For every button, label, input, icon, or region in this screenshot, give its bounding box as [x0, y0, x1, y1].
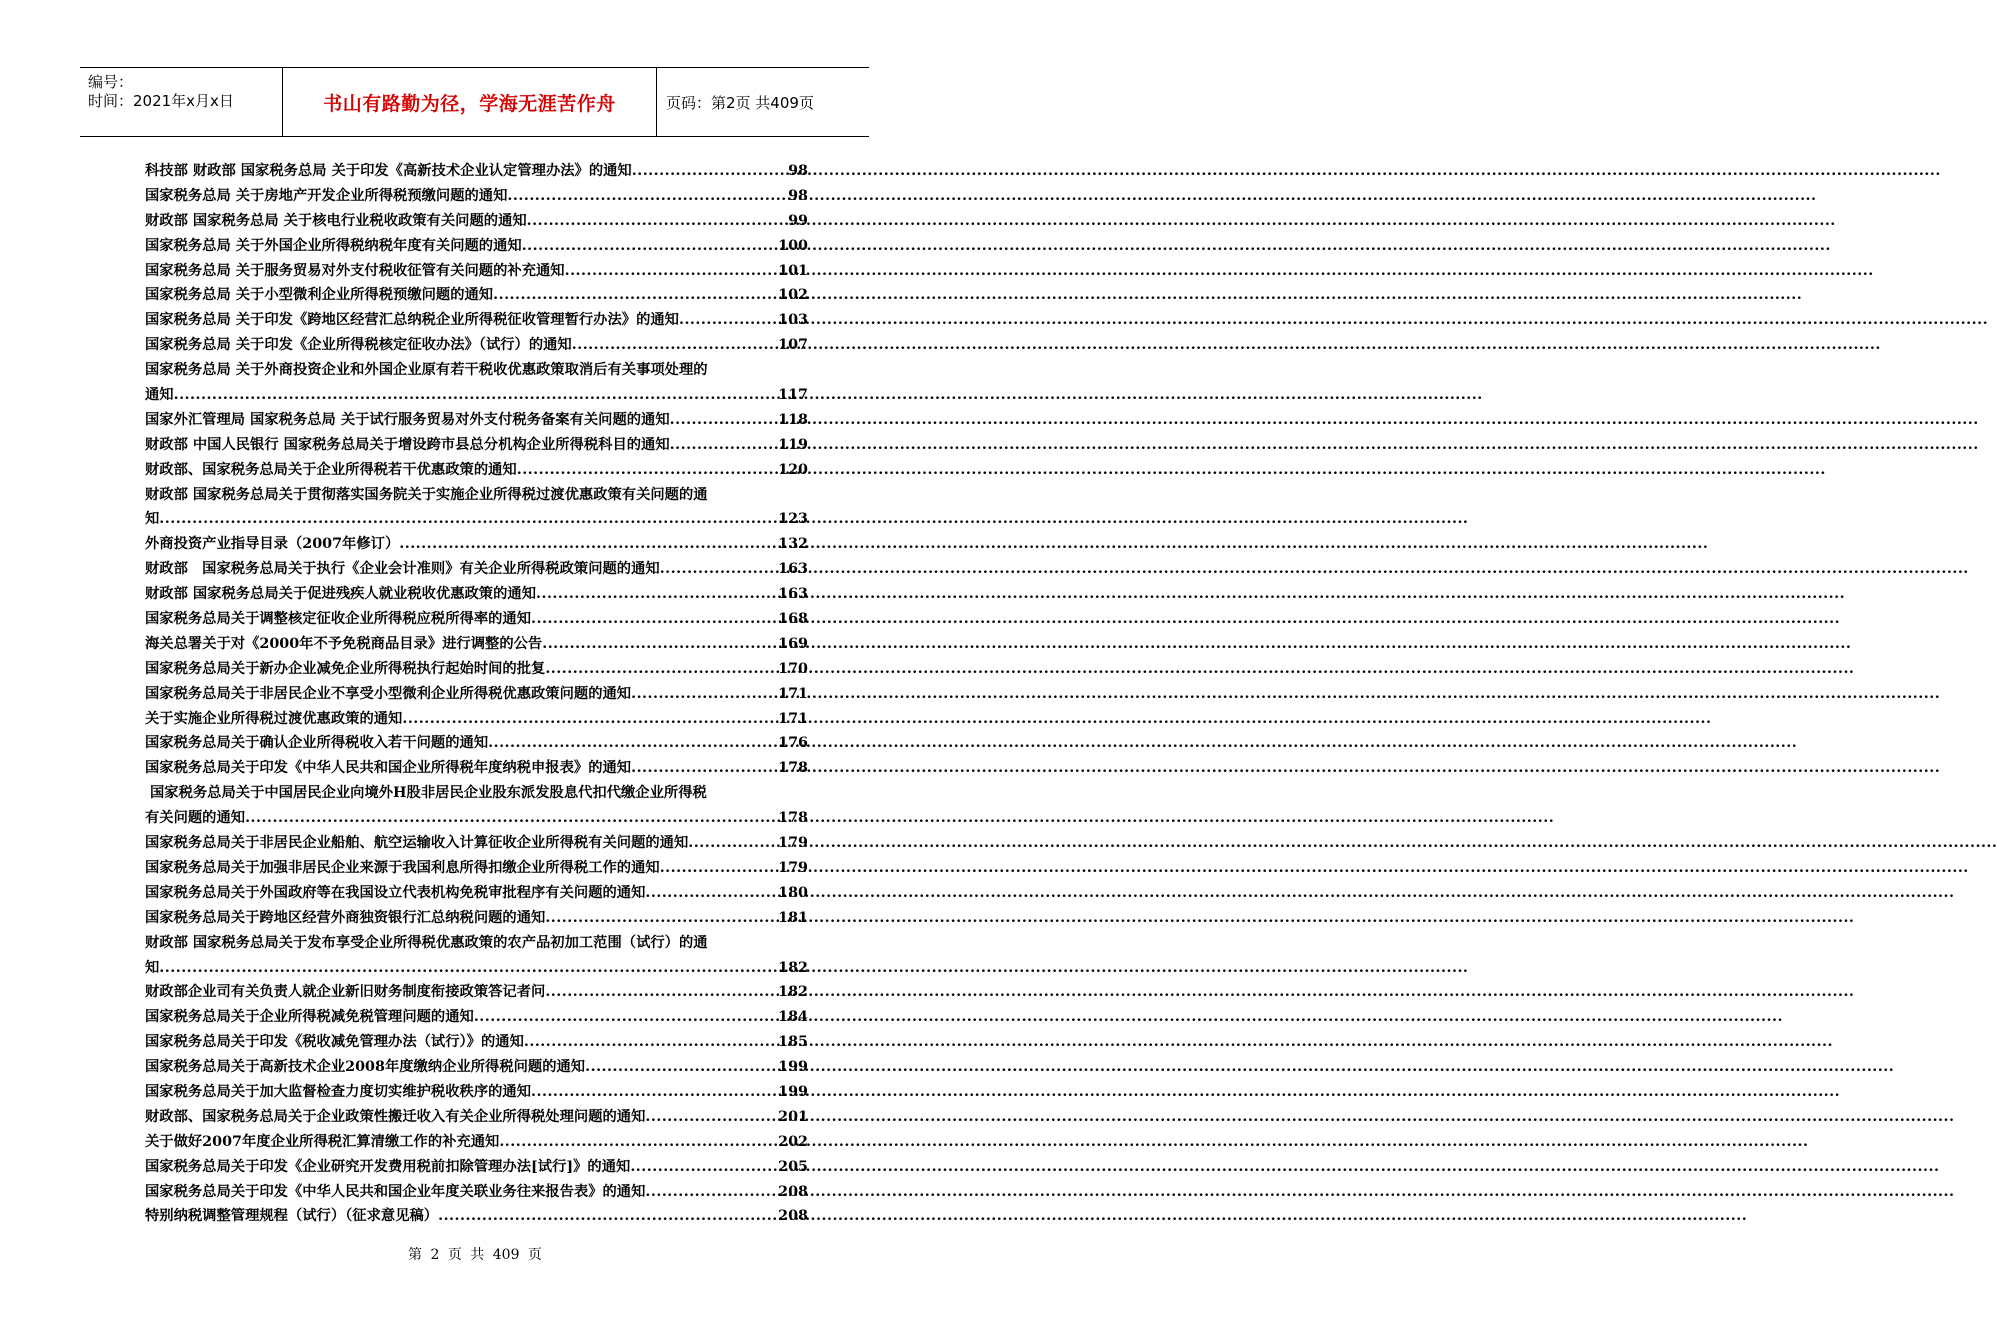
toc-entry[interactable]	[145, 333, 808, 358]
toc-page-number: 179	[778, 835, 808, 852]
toc-page-number: 185	[778, 1034, 808, 1051]
toc-entry-title: 国家税务总局关于加强非居民企业来源于我国利息所得扣缴企业所得税工作的通知	[145, 859, 660, 876]
toc-page-number: 181	[778, 909, 808, 926]
toc-leader-dots	[660, 557, 777, 582]
toc-leader-dots	[565, 259, 778, 284]
toc-leader-dots	[645, 1105, 777, 1130]
toc-entry[interactable]	[145, 781, 808, 831]
toc-entry[interactable]	[145, 209, 808, 234]
toc-page-number: 170	[778, 660, 808, 677]
toc-leader-dots	[572, 333, 777, 358]
toc-page-number: 169	[778, 635, 808, 652]
toc-entry[interactable]	[145, 657, 808, 682]
toc-leader-dots	[402, 707, 777, 732]
toc-page-number: 171	[778, 685, 808, 702]
toc-page-number: 123	[778, 511, 808, 528]
document-header	[80, 67, 869, 137]
toc-leader-dots	[531, 607, 777, 632]
toc-entry-title: 国家税务总局 关于房地产开发企业所得税预缴问题的通知	[145, 187, 508, 204]
toc-page-number: 132	[778, 536, 808, 553]
toc-entry-title: 关于实施企业所得税过渡优惠政策的通知	[145, 710, 403, 727]
toc-entry[interactable]	[145, 1204, 808, 1229]
toc-entry-title: 知	[145, 959, 160, 976]
header-meta	[80, 68, 283, 136]
toc-leader-dots	[632, 159, 787, 184]
toc-page-number: 120	[778, 461, 808, 478]
toc-entry-title: 国家税务总局关于印发《税收减免管理办法（试行）》的通知	[145, 1034, 524, 1051]
toc-page-number: 202	[778, 1133, 808, 1150]
toc-page-number: 171	[778, 710, 808, 727]
toc-page-number: 107	[778, 337, 808, 354]
toc-page-number: 102	[778, 287, 808, 304]
toc-leader-dots	[542, 632, 777, 657]
toc-entry[interactable]	[145, 1030, 808, 1055]
toc-entry-title: 财政部 国家税务总局关于发布享受企业所得税优惠政策的农产品初加工范围（试行）的通	[145, 934, 708, 951]
toc-leader-dots	[645, 1180, 777, 1205]
toc-entry-title: 国家税务总局关于非居民企业不享受小型微利企业所得税优惠政策问题的通知	[145, 685, 632, 702]
toc-entry[interactable]	[145, 632, 808, 657]
toc-entry-title: 财政部 国家税务总局关于贯彻落实国务院关于实施企业所得税过渡优惠政策有关问题的通	[145, 486, 708, 503]
toc-leader-dots	[438, 1204, 777, 1229]
toc-entry-title: 国家税务总局关于外国政府等在我国设立代表机构免税审批程序有关问题的通知	[145, 884, 646, 901]
toc-leader-dots	[507, 184, 787, 209]
toc-entry-title: 国家外汇管理局 国家税务总局 关于试行服务贸易对外支付税务备案有关问题的通知	[145, 411, 670, 428]
toc-leader-dots	[527, 209, 787, 234]
toc-entry-title: 海关总署关于对《2000年不予免税商品目录》进行调整的公告	[145, 635, 543, 652]
toc-entry-title: 财政部 国家税务总局关于执行《企业会计准则》有关企业所得税政策问题的通知	[145, 561, 660, 578]
toc-leader-dots	[670, 408, 778, 433]
toc-entry[interactable]	[145, 458, 808, 483]
toc-entry[interactable]	[145, 1080, 808, 1105]
toc-page-number: 180	[778, 884, 808, 901]
toc-leader-dots	[499, 1130, 777, 1155]
toc-entry[interactable]	[145, 682, 808, 707]
toc-leader-dots	[688, 831, 777, 856]
toc-page-number: 118	[778, 411, 808, 428]
toc-leader-dots	[670, 433, 778, 458]
toc-entry[interactable]	[145, 308, 808, 333]
toc-page-number: 178	[778, 760, 808, 777]
toc-entry[interactable]	[145, 831, 808, 856]
toc-entry-title: 财政部、国家税务总局关于企业政策性搬迁收入有关企业所得税处理问题的通知	[145, 1108, 646, 1125]
toc-page-number: 179	[778, 859, 808, 876]
toc-entry[interactable]	[145, 532, 808, 557]
toc-entry-title: 国家税务总局关于确认企业所得税收入若干问题的通知	[145, 735, 489, 752]
toc-entry-title: 国家税务总局关于中国居民企业向境外H股非居民企业股东派发股息代扣代缴企业所得税	[150, 785, 707, 802]
toc-entry-title: 外商投资产业指导目录（2007年修订）	[145, 536, 400, 553]
toc-entry-title: 特别纳税调整管理规程（试行）（征求意见稿）	[145, 1208, 439, 1225]
page-footer: 第 2 页 共 409 页	[408, 1247, 542, 1263]
toc-leader-dots	[474, 1005, 777, 1030]
toc-entry-title: 国家税务总局关于印发《中华人民共和国企业年度关联业务往来报告表》的通知	[145, 1183, 646, 1200]
toc-entry-title: 国家税务总局关于印发《企业研究开发费用税前扣除管理办法[试行]》的通知	[145, 1158, 631, 1175]
toc-leader-dots	[631, 682, 777, 707]
toc-entry-title: 关于做好2007年度企业所得税汇算清缴工作的补充通知	[145, 1133, 500, 1150]
toc-entry[interactable]	[145, 707, 808, 732]
toc-page-number: 178	[778, 810, 808, 827]
toc-entry[interactable]	[145, 259, 808, 284]
toc-entry[interactable]	[145, 1055, 808, 1080]
toc-page-number: 201	[778, 1108, 808, 1125]
toc-leader-dots	[493, 283, 777, 308]
toc-entry-title: 财政部企业司有关负责人就企业新旧财务制度衔接政策答记者问	[145, 984, 546, 1001]
toc-leader-dots	[159, 507, 777, 532]
toc-page-number: 199	[778, 1059, 808, 1076]
toc-entry[interactable]	[145, 607, 808, 632]
toc-entry[interactable]	[145, 433, 808, 458]
toc-entry-title: 通知	[145, 387, 174, 404]
toc-page-number: 199	[778, 1083, 808, 1100]
toc-entry-title: 国家税务总局 关于印发《企业所得税核定征收办法》（试行）的通知	[145, 337, 572, 354]
toc-entry-title: 财政部、国家税务总局关于企业所得税若干优惠政策的通知	[145, 461, 517, 478]
toc-entry-title: 国家税务总局 关于外商投资企业和外国企业原有若干税收优惠政策取消后有关事项处理的	[145, 362, 708, 379]
toc-leader-dots	[660, 856, 777, 881]
table-of-contents	[145, 159, 808, 1229]
toc-entry-title: 国家税务总局 关于小型微利企业所得税预缴问题的通知	[145, 287, 494, 304]
toc-entry-title: 国家税务总局关于加大监督检查力度切实维护税收秩序的通知	[145, 1083, 532, 1100]
serial-label: 编号：	[88, 73, 134, 91]
toc-page-number: 99	[788, 212, 808, 229]
toc-entry-title: 国家税务总局 关于服务贸易对外支付税收征管有关问题的补充通知	[145, 262, 565, 279]
toc-entry-title: 国家税务总局 关于印发《跨地区经营汇总纳税企业所得税征收管理暂行办法》的通知	[145, 312, 679, 329]
header-page-info: 页码：第2页 共409页	[666, 93, 814, 112]
toc-page-number: 98	[788, 163, 808, 179]
toc-leader-dots	[645, 881, 777, 906]
toc-entry[interactable]	[145, 408, 808, 433]
toc-leader-dots	[631, 756, 777, 781]
toc-entry-title: 国家税务总局关于调整核定征收企业所得税应税所得率的通知	[145, 611, 532, 628]
toc-page-number: 98	[788, 187, 808, 204]
toc-entry-title: 国家税务总局关于高新技术企业2008年度缴纳企业所得税问题的通知	[145, 1059, 586, 1076]
toc-entry[interactable]	[145, 184, 808, 209]
toc-page-number: 182	[778, 984, 808, 1001]
toc-page-number: 168	[778, 611, 808, 628]
toc-entry-title: 国家税务总局关于跨地区经营外商独资银行汇总纳税问题的通知	[145, 909, 546, 926]
toc-page-number: 103	[778, 312, 808, 329]
toc-entry[interactable]	[145, 731, 808, 756]
toc-entry[interactable]	[145, 1180, 808, 1205]
toc-page-number: 163	[778, 561, 808, 578]
toc-entry[interactable]	[145, 159, 808, 184]
toc-entry-title: 国家税务总局关于企业所得税减免税管理问题的通知	[145, 1009, 474, 1026]
toc-entry[interactable]	[145, 1130, 808, 1155]
toc-leader-dots	[488, 731, 777, 756]
toc-entry[interactable]	[145, 358, 808, 408]
toc-page-number: 119	[778, 436, 808, 453]
toc-entry-title: 国家税务总局关于新办企业减免企业所得税执行起始时间的批复	[145, 660, 546, 677]
toc-leader-dots	[679, 308, 777, 333]
toc-leader-dots	[531, 1080, 777, 1105]
toc-entry[interactable]	[145, 234, 808, 259]
toc-entry-title: 科技部 财政部 国家税务总局 关于印发《高新技术企业认定管理办法》的通知	[145, 163, 632, 179]
toc-leader-dots	[524, 1030, 777, 1055]
toc-entry[interactable]	[145, 1005, 808, 1030]
toc-leader-dots	[245, 806, 777, 831]
toc-leader-dots	[545, 980, 777, 1005]
toc-leader-dots	[517, 458, 777, 483]
toc-entry[interactable]	[145, 1155, 808, 1180]
toc-page-number: 100	[778, 237, 808, 254]
toc-leader-dots	[159, 956, 777, 981]
toc-page-number: 182	[778, 959, 808, 976]
toc-entry-title: 国家税务总局 关于外国企业所得税纳税年度有关问题的通知	[145, 237, 522, 254]
header-motto: 书山有路勤为径，学海无涯苦作舟	[283, 68, 657, 136]
toc-leader-dots	[585, 1055, 777, 1080]
toc-entry-title: 国家税务总局关于印发《中华人民共和国企业所得税年度纳税申报表》的通知	[145, 760, 632, 777]
toc-entry[interactable]	[145, 980, 808, 1005]
toc-entry-title: 国家税务总局关于非居民企业船舶、航空运输收入计算征收企业所得税有关问题的通知	[145, 835, 689, 852]
toc-leader-dots	[522, 234, 777, 259]
toc-page-number: 184	[778, 1009, 808, 1026]
toc-entry-title: 财政部 国家税务总局关于促进残疾人就业税收优惠政策的通知	[145, 586, 536, 603]
toc-entry[interactable]	[145, 881, 808, 906]
toc-entry-title: 财政部 中国人民银行 国家税务总局关于增设跨市县总分机构企业所得税科目的通知	[145, 436, 670, 453]
toc-page-number: 117	[778, 387, 808, 404]
toc-page-number: 101	[778, 262, 808, 279]
toc-entry[interactable]	[145, 1105, 808, 1130]
toc-leader-dots	[536, 582, 777, 607]
toc-page-number: 205	[778, 1158, 808, 1175]
toc-entry[interactable]	[145, 906, 808, 931]
toc-page-number: 208	[778, 1208, 808, 1225]
toc-leader-dots	[399, 532, 777, 557]
toc-entry[interactable]	[145, 557, 808, 582]
toc-entry[interactable]	[145, 931, 808, 981]
toc-entry[interactable]	[145, 856, 808, 881]
toc-entry[interactable]	[145, 483, 808, 533]
toc-entry-title: 知	[145, 511, 160, 528]
toc-leader-dots	[545, 906, 777, 931]
toc-entry-title: 财政部 国家税务总局 关于核电行业税收政策有关问题的通知	[145, 212, 527, 229]
toc-page-number: 176	[778, 735, 808, 752]
toc-leader-dots	[545, 657, 777, 682]
toc-entry-title: 有关问题的通知	[145, 810, 246, 827]
toc-page-number: 208	[778, 1183, 808, 1200]
toc-page-number: 163	[778, 586, 808, 603]
toc-leader-dots	[174, 383, 778, 408]
toc-entry[interactable]	[145, 582, 808, 607]
date-label: 时间：2021年x月x日	[88, 92, 234, 110]
toc-entry[interactable]	[145, 756, 808, 781]
toc-leader-dots	[630, 1155, 777, 1180]
toc-entry[interactable]	[145, 283, 808, 308]
